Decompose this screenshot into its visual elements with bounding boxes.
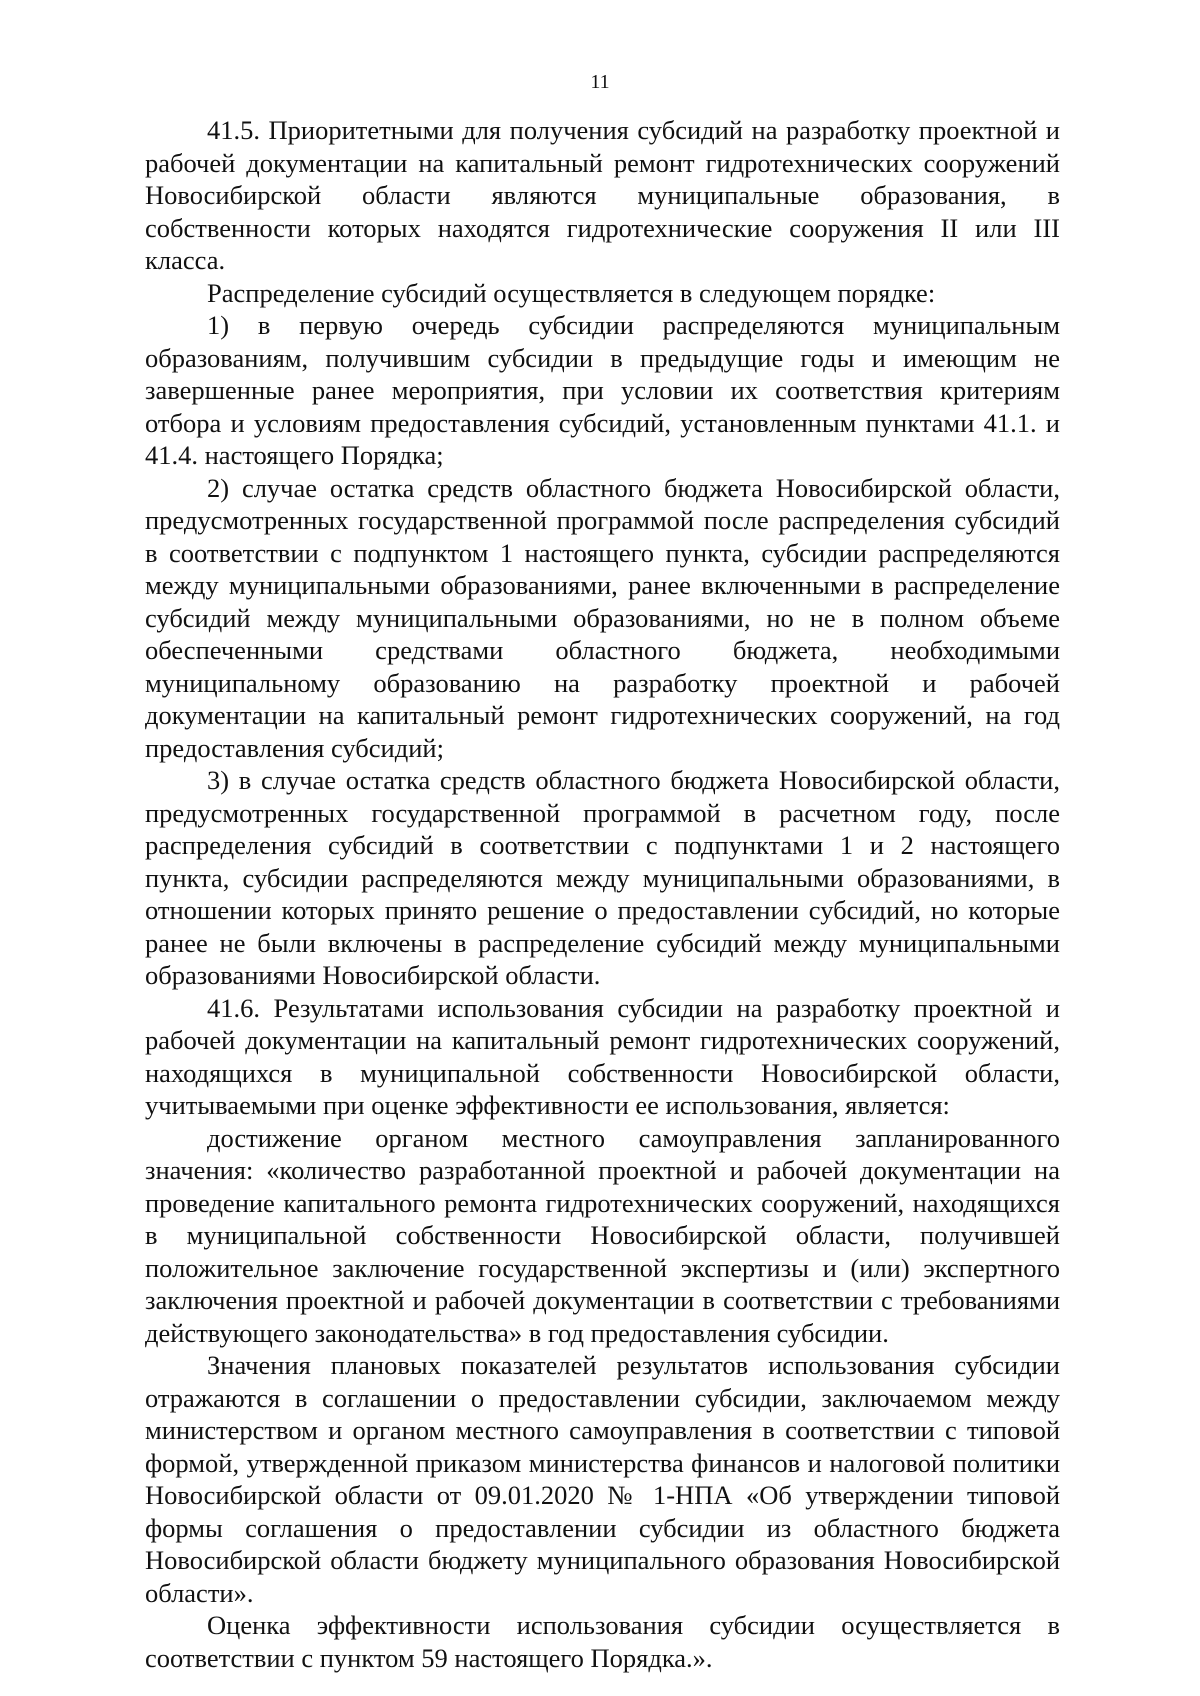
paragraph-item-1: 1) в первую очередь субсидии распределяются муниципальным образованиям, получившим субсидии в предыдущие годы и имеющим не завершенные ранее мероприятия, при условии их соответствия критериям отбора и условиям предоставления субсидий, установленным пунктами 41.1. и 41.4. настоящего Порядка; <box>145 310 1060 470</box>
paragraph-planned-values: Значения плановых показателей результатов использования субсидии отражаются в соглашении о предоставлении субсидии, заключаемом между министерством и органом местного самоуправления в соответствии с типовой формой, утвержденной приказом министерства финансов и налоговой политики Новосибирской области от 09.01.2020 № 1-НПА «Об утверждении типовой формы соглашения о предоставлении субсидии из областного бюджета Новосибирской области бюджету муниципального образования Новосибирской области». <box>145 1350 1060 1608</box>
paragraph-efficiency: Оценка эффективности использования субсидии осуществляется в соответствии с пунктом 59 настоящего Порядка.». <box>145 1610 1060 1673</box>
paragraph-item-3: 3) в случае остатка средств областного бюджета Новосибирской области, предусмотренных государственной программой в расчетном году, после распределения субсидий в соответствии с подпунктами 1 и 2 настоящего пункта, субсидии распределяются между муниципальными образованиями, в отношении которых принято решение о предоставлении субсидий, но которые ранее не были включены в распределение субсидий между муниципальными образованиями Новосибирской области. <box>145 765 1060 990</box>
paragraph-41-5: 41.5. Приоритетными для получения субсидий на разработку проектной и рабочей документации на капитальный ремонт гидротехнических сооружений Новосибирской области являются муниципальные образования, в собственности которых находятся гидротехнические сооружения II или III класса. <box>145 115 1060 275</box>
document-body <box>145 114 1060 1674</box>
page-number: 11 <box>590 71 610 93</box>
paragraph-item-2: 2) случае остатка средств областного бюджета Новосибирской области, предусмотренных государственной программой после распределения субсидий в соответствии с подпунктом 1 настоящего пункта, субсидии распределяются между муниципальными образованиями, ранее включенными в распределение субсидий между муниципальными образованиями, но не в полном объеме обеспеченными средствами областного бюджета, необходимыми муниципальному образованию на разработку проектной и рабочей документации на капитальный ремонт гидротехнических сооружений, на год предоставления субсидий; <box>145 472 1060 763</box>
paragraph-41-6: 41.6. Результатами использования субсидии на разработку проектной и рабочей документации на капитальный ремонт гидротехнических сооружений, находящихся в муниципальной собственности Новосибирской области, учитываемыми при оценке эффективности ее использования, является: <box>145 992 1060 1120</box>
paragraph-distribution-order: Распределение субсидий осуществляется в следующем порядке: <box>207 277 936 308</box>
paragraph-achievement: достижение органом местного самоуправления запланированного значения: «количество разработанной проектной и рабочей документации на проведение капитального ремонта гидротехнических сооружений, находящихся в муниципальной собственности Новосибирской области, получившей положительное заключение государственной экспертизы и (или) экспертного заключения проектной и рабочей документации в соответствии с требованиями действующего законодательства» в год предоставления субсидии. <box>145 1122 1060 1348</box>
